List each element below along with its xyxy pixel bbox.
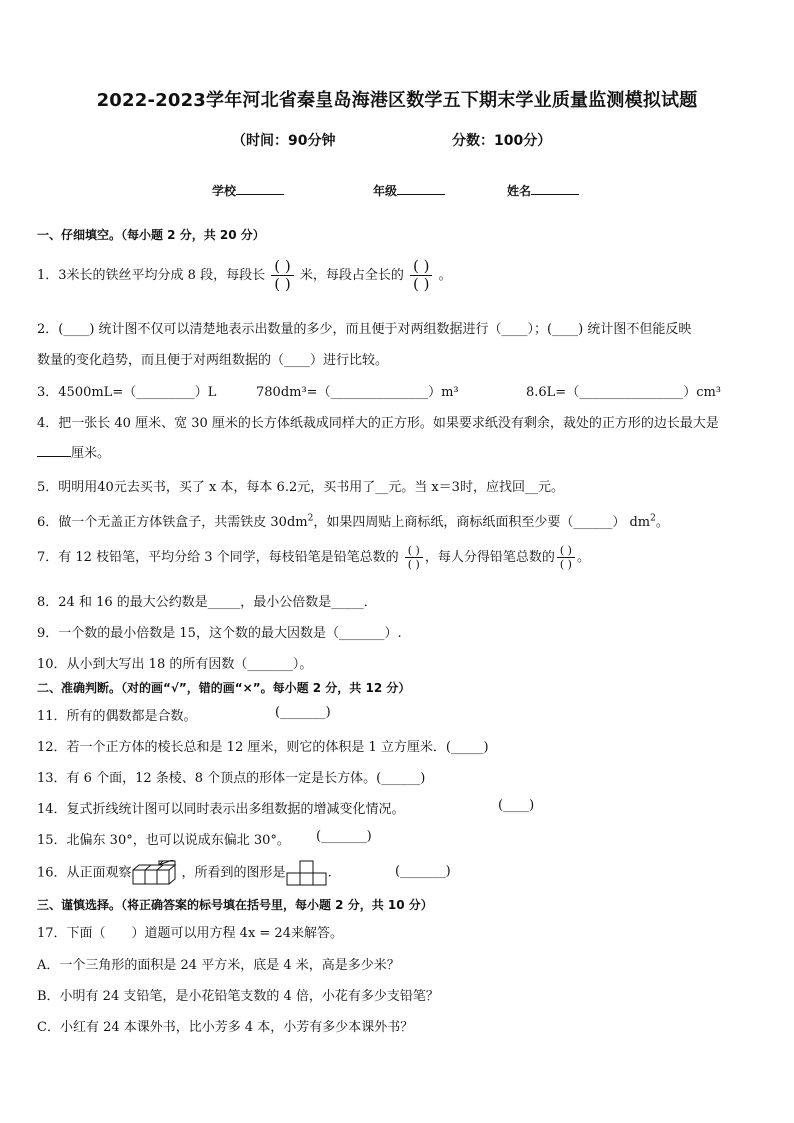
q11-answer-blank[interactable]: (_______) (275, 705, 331, 720)
front-view-shape-icon (286, 860, 328, 886)
answer-fraction-1[interactable]: $\frac{( )}{( )}$ (271, 259, 293, 292)
question-2-line-1: 2．(____) 统计图不仅可以清楚地表示出数量的多少，而且便于对两组数据进行（____）；(____) 统计图不但能反映 (37, 322, 692, 337)
question-11: 11．所有的偶数都是合数。 (37, 709, 197, 724)
q7-text-c: 。 (576, 550, 590, 565)
stacked-cubes-icon (132, 860, 182, 886)
q6-text-c: 。 (655, 515, 669, 530)
section-2-heading: 二、准确判断。（对的画“√”，错的画“×”。每小题 2 分，共 12 分） (37, 681, 411, 695)
question-9: 9．一个数的最小倍数是 15，这个数的最大因数是（_______）. (37, 626, 402, 641)
q16-answer-blank[interactable]: (_______) (395, 864, 451, 879)
q4-unit: 厘米。 (71, 446, 111, 461)
question-3c: 8.6L=（________________）cm³ (526, 385, 722, 400)
total-score: 分数：100分） (452, 133, 552, 149)
grade-label: 年级 (373, 184, 398, 198)
q1-text-c: 。 (438, 268, 452, 283)
q16-text-a: 16．从正面观察 (37, 865, 132, 881)
question-1 (37, 259, 452, 292)
question-14: 14．复式折线统计图可以同时表示出多组数据的增减变化情况。 (37, 802, 405, 817)
answer-fraction-4[interactable]: $\frac{( )}{( )}$ (557, 545, 575, 570)
question-6 (37, 511, 669, 530)
question-16 (37, 860, 332, 886)
school-label: 学校 (212, 184, 237, 198)
question-5: 5．明明用40元去买书，买了 x 本，每本 6.2元，买书用了__元。当 x＝3时，应找回__元。 (37, 480, 564, 495)
question-17: 17．下面（ ）道题可以用方程 4x = 24来解答。 (37, 926, 343, 941)
question-8: 8．24 和 16 的最大公约数是_____，最小公倍数是_____． (37, 595, 377, 610)
q7-text-a: 7．有 12 枝铅笔，平均分给 3 个同学，每枝铅笔是铅笔总数的 (37, 550, 399, 565)
q6-sup2: 2 (650, 513, 656, 524)
question-15: 15．北偏东 30°，也可以说成东偏北 30°。 (37, 833, 290, 848)
q6-text-a: 6．做一个无盖正方体铁盒子，共需铁皮 30dm (37, 515, 308, 530)
q1-text-b: 米，每段占全长的 (299, 268, 404, 283)
question-3b: 780dm³=（_______________）m³ (256, 385, 459, 400)
school-field[interactable] (212, 182, 284, 199)
answer-blank[interactable] (37, 443, 71, 457)
name-field[interactable] (507, 182, 579, 199)
q17-option-b[interactable]: B．小明有 24 支铅笔，是小花铅笔支数的 4 倍，小花有多少支铅笔？ (37, 989, 439, 1004)
q6-sup1: 2 (307, 513, 314, 524)
q7-text-b: ，每人分得铅笔总数的 (424, 550, 555, 565)
q16-text-b: ，所看到的图形是 (181, 865, 286, 881)
question-3a: 3．4500mL=（_________）L (37, 385, 217, 400)
q6-text-b: ，如果四周贴上商标纸，商标纸面积至少要（______） dm (313, 515, 651, 530)
section-3-heading: 三、谨慎选择。（将正确答案的标号填在括号里，每小题 2 分，共 10 分） (37, 898, 433, 912)
answer-fraction-2[interactable]: $\frac{( )}{( )}$ (410, 259, 432, 292)
answer-fraction-3[interactable]: $\frac{( )}{( )}$ (405, 545, 423, 570)
q14-answer-blank[interactable]: (____) (498, 798, 535, 813)
q17-option-c[interactable]: C．小红有 24 本课外书，比小芳多 4 本，小芳有多少本课外书？ (37, 1020, 414, 1035)
time-limit: （时间：90分钟 (232, 133, 336, 149)
name-label: 姓名 (507, 184, 532, 198)
question-13: 13．有 6 个面，12 条棱、8 个顶点的形体一定是长方体。(______) (37, 771, 426, 786)
q17-option-a[interactable]: A．一个三角形的面积是 24 平方米，底是 4 米，高是多少米？ (37, 958, 400, 973)
question-2-line-2: 数量的变化趋势，而且便于对两组数据的（____）进行比较。 (37, 353, 389, 368)
question-4-line-1: 4．把一张长 40 厘米、宽 30 厘米的长方体纸裁成同样大的正方形。如果要求纸没有剩余，裁处的正方形的边长最大是 (37, 416, 719, 431)
question-10: 10．从小到大写出 18 的所有因数（_______）。 (37, 657, 313, 672)
q15-answer-blank[interactable]: (_______) (316, 829, 372, 844)
question-4-line-2 (37, 442, 110, 461)
section-1-heading: 一、仔细填空。（每小题 2 分，共 20 分） (37, 228, 265, 242)
question-7 (37, 545, 590, 570)
exam-title: 2022-2023学年河北省秦皇岛海港区数学五下期末学业质量监测模拟试题 (96, 90, 698, 111)
grade-field[interactable] (373, 182, 445, 199)
q16-text-c: . (327, 865, 332, 881)
q1-text-a: 1．3米长的铁丝平均分成 8 段，每段长 (37, 268, 266, 283)
question-12: 12．若一个正方体的棱长总和是 12 厘米，则它的体积是 1 立方厘米．(_____) (37, 740, 489, 755)
